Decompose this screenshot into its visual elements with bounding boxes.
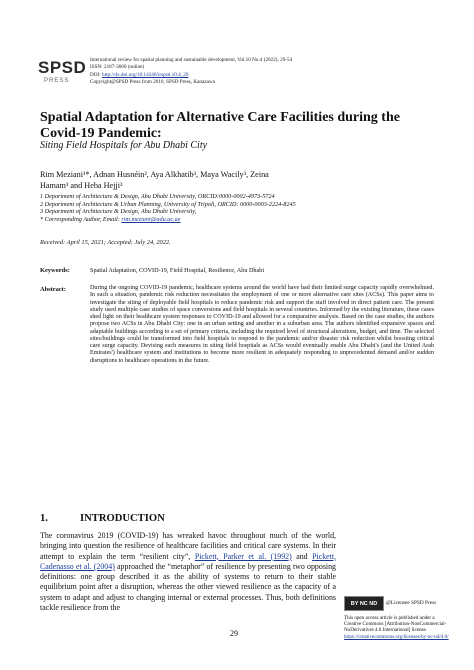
abstract-text: During the ongoing COVID-19 pandemic, healthcare systems around the world have had their limited surge capacity rapidly overwhelmed. In such a situation, pandemic risk reduction necessitates the employment of one or more alternative care sites (ACSs). This paper aims to investigate the siting of deployable field hospitals to reduce pandemic risk and support the staff involved in direct patient care. The present study used multiple case studies of space conversions and field hospitals in several countries. Informed by the existing literature, these cases shed light on their healthcare system responses to COVID-19 and allowed for a comparative analysis. Based on the case studies, the authors propose two ACSs in Abu Dhabi City: one in an urban setting and another in a suburban area. The authors identified expansive spaces and adaptable buildings according to a set of primary criteria, including the required level of structural alterations, budget, and time. The selected sites/buildings could be transformed into field hospitals to respond to the pandemic and/or disaster risk reduction whilst boosting critical care surge capacity. Devising such measures in siting field hospitals as ACSs would eventually enable Abu Dhabi's (and the United Arab Emirates') healthcare system and institutions to become more resilient in adequately responding to unprecedented demand and/or sudden disruptions to healthcare operations in the future.	[90, 285, 434, 364]
journal-copyright: Copyright@SPSD Press from 2010, SPSD Press, Kanazawa	[90, 79, 215, 86]
keywords-list: Spatial Adaptation, COVID-19, Field Hospital, Resilience, Abu Dhabi	[90, 267, 265, 274]
affiliation-1: 1 Department of Architecture & Design, Abu Dhabi University, ORCID:0000-0002-4973-5724	[40, 193, 275, 200]
logo-subtext: PRESS	[44, 78, 70, 84]
doi-link[interactable]: http://dx.doi.org/10.14246/irspsd.10.4_29	[101, 71, 189, 78]
author-list	[40, 170, 340, 191]
creative-commons-badge	[344, 596, 384, 611]
section-title: INTRODUCTION	[80, 513, 165, 524]
license-link[interactable]: https://creativecommons.org/licenses/by-nc-nd/4.0/	[344, 633, 449, 640]
citation-link-pickett-2004[interactable]: Pickett, Cadenasso et al. (2004)	[40, 551, 336, 571]
intro-text-3: approached the “metaphor” of resilience by presenting two opposing definitions: one group described it as the ability of systems to return to their stable equilibrium point after a disruption, whereas the other viewed resilience as the capacity of a system to adapt and adjust to changing internal or external processes. Thus, both definitions tackle resilience from the	[40, 561, 336, 613]
page-number: 29	[230, 629, 238, 638]
section-number: 1.	[40, 513, 48, 524]
affiliation-2: 2 Department of Architecture & Urban Planning, University of Tripoli, ORCID: 0000-0003-2224-8245	[40, 200, 296, 208]
cc-badge-label: BY NC ND	[350, 600, 378, 607]
affiliation-3: 3 Department of Architecture & Design, Abu Dhabi University,	[40, 208, 197, 216]
abstract-label: Abstract:	[40, 286, 66, 293]
intro-text-1: The coronavirus 2019 (COVID-19) has wreaked havoc throughout much of the world, bringing into question the resilience of healthcare facilities and critical care systems. In their attempt to explain the term “resilient city”,	[40, 531, 336, 561]
paper-subtitle: Siting Field Hospitals for Abu Dhabi City	[40, 140, 208, 151]
journal-logo	[38, 56, 88, 92]
received-accepted-dates: Received: April 15, 2021; Accepted: July 24, 2022.	[40, 239, 171, 246]
logo-text: SPSD	[38, 58, 87, 77]
authors-line-1: Rim Meziani¹*, Adnan Husnéin², Aya Alkhatib³, Maya Wacily³, Zeina	[40, 170, 269, 179]
corresponding-email-link[interactable]: rim.meziani@adu.ac.ae	[121, 215, 181, 223]
intro-paragraph	[40, 531, 336, 613]
citation-link-pickett-1992[interactable]: Pickett, Parker et al. (1992)	[194, 551, 292, 561]
affiliations	[40, 193, 340, 223]
journal-citation: International review for spatial planning and sustainable development, Vol.10 No.4 (2022), 29-54	[90, 57, 293, 63]
license-notice	[344, 615, 452, 640]
corresponding-author	[40, 216, 340, 224]
license-text: This open access article is published under a Creative Commons [Attribution-NonCommercial-NoDerivatives 4.0 International] license.	[344, 615, 447, 634]
intro-text-2: and	[291, 551, 313, 561]
doi-label: DOI:	[90, 71, 101, 78]
paper-title: Spatial Adaptation for Alternative Care Facilities during the Covid-19 Pandemic:	[40, 110, 400, 141]
authors-line-2: Hamam³ and Heba Hejji³	[40, 180, 123, 190]
section-heading	[40, 513, 165, 524]
journal-header	[90, 57, 440, 87]
journal-issn: ISSN: 2187-3666 (online)	[90, 64, 145, 71]
keywords-label: Keywords:	[40, 267, 70, 274]
license-owner: @Licensee SPSD Press	[386, 600, 437, 606]
corresponding-label: * Corresponding Author, Email:	[40, 215, 120, 223]
